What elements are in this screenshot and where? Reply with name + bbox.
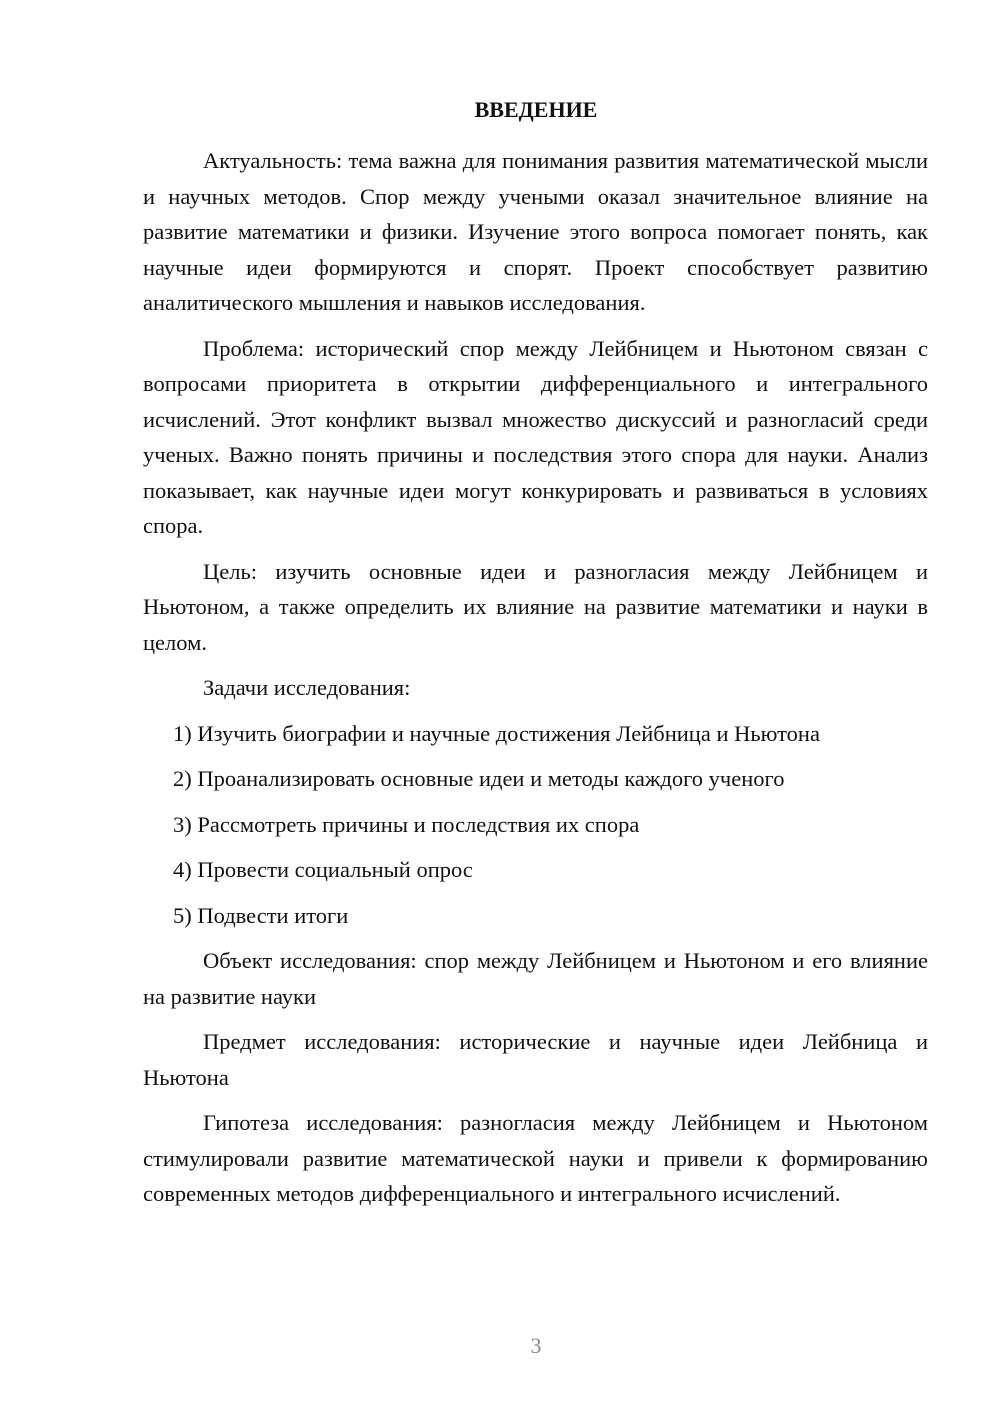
task-item-5: 5) Подвести итоги xyxy=(173,902,349,928)
task-item-3: 3) Рассмотреть причины и последствия их спора xyxy=(173,811,640,837)
task-item-2: 2) Проанализировать основные идеи и методы каждого ученого xyxy=(173,766,785,791)
page-title: ВВЕДЕНИЕ xyxy=(474,97,598,122)
tasks-title: Задачи исследования: xyxy=(203,675,411,700)
task-list xyxy=(143,716,928,934)
page-number: 3 xyxy=(530,1333,542,1358)
problem-paragraph: Проблема: исторический спор между Лейбницем и Ньютоном связан с вопросами приоритета в открытии дифференциального и интегрального исчислений. Этот конфликт вызвал множество дискуссий и разногласий среди ученых. Важно понять причины и последствия этого спора для науки. Анализ показывает, как научные идеи могут конкурировать и развиваться в условиях спора. xyxy=(143,335,928,538)
hypothesis-paragraph: Гипотеза исследования: разногласия между Лейбницем и Ньютоном стимулировали развитие математической науки и привели к формированию современных методов дифференциального и интегрального исчислений. xyxy=(143,1110,928,1206)
task-item-4: 4) Провести социальный опрос xyxy=(173,857,473,882)
document-body xyxy=(143,143,928,1222)
object-paragraph: Объект исследования: спор между Лейбницем и Ньютоном и его влияние на развитие науки xyxy=(143,948,928,1009)
subject-paragraph: Предмет исследования: исторические и научные идеи Лейбница и Ньютона xyxy=(143,1029,928,1090)
relevance-paragraph: Актуальность: тема важна для понимания развития математической мысли и научных методов. Спор между учеными оказал значительное влияние на развитие математики и физики. Изучение этого вопроса помогает понять, как научные идеи формируются и спорят. Проект способствует развитию аналитического мышления и навыков исследования. xyxy=(143,148,928,315)
task-item-1: 1) Изучить биографии и научные достижения Лейбница и Ньютона xyxy=(173,720,820,746)
goal-paragraph: Цель: изучить основные идеи и разногласия между Лейбницем и Ньютоном, а также определить их влияние на развитие математики и науки в целом. xyxy=(143,558,928,655)
